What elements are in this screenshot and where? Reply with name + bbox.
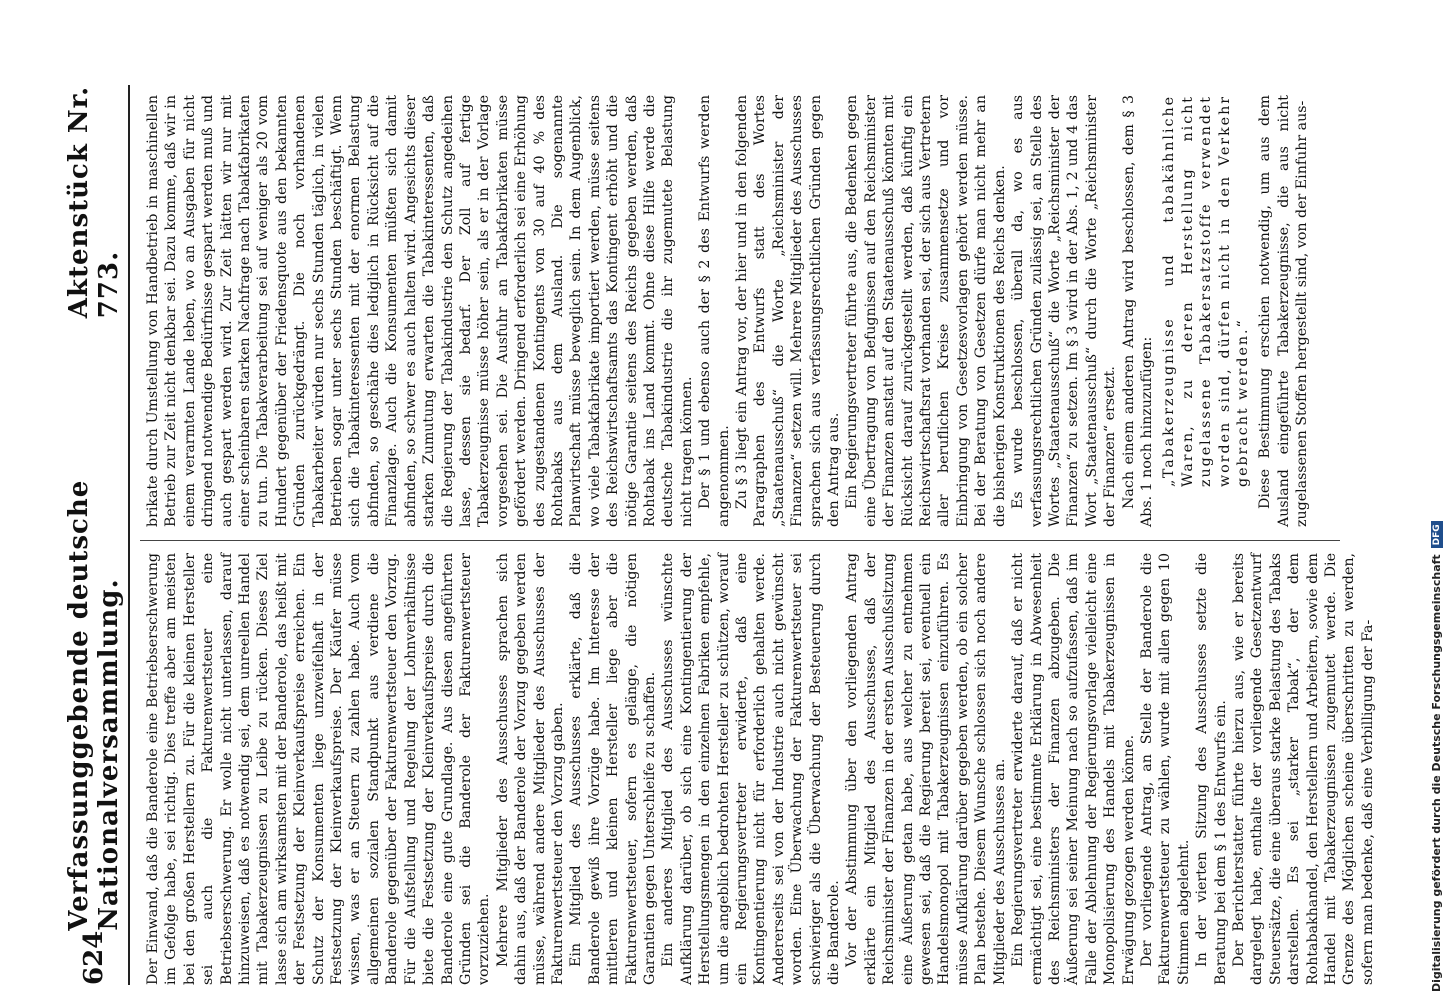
left-text-column [144, 553, 1376, 985]
page-header [60, 85, 130, 985]
paragraph: Ein anderes Mitglied des Ausschusses wünschte Aufklärung darüber, ob sich eine Kontingentierung der Herstellungsmengen in den einzelnen Fabriken empfehle, um die angeblich bedrohten Hersteller zu schützen, worauf ein Regierungsvertreter erwiderte, daß eine Kontingentierung nicht für erforderlich gehalten werde. Andererseits sei von der Industrie auch nicht gewünscht worden. Eine Überwachung der Fakturenwertsteuer sei schwieriger als die Überwachung der Besteuerung durch die Banderole. [660, 553, 843, 985]
paragraph: In der vierten Sitzung des Ausschusses setzte die Beratung bei dem § 1 des Entwurfs ein. [1194, 553, 1229, 985]
digitization-credit: Digitalisierung gefördert durch die Deutsche Forschungsgemeinschaft [1430, 554, 1443, 992]
page-number: 624 [79, 930, 109, 985]
paragraph: Ein Regierungsvertreter führte aus, die Bedenken gegen eine Übertragung von Befugnissen auf den Reichsminister der Finanzen anstatt auf den Staatenausschuß könnten mit Rücksicht darauf zurückgestellt werden, daß künftig ein Reichswirtschaftsrat vorhanden sei, der sich aus Vertretern aller beruflichen Kreise zusammensetze und vor Einbringung von Gesetzesvorlagen gehört werden müsse. Bei der Beratung von Gesetzen dürfe man nicht mehr an die bisherigen Konstruktionen des Reichs denken. [844, 95, 1008, 527]
column-divider [140, 540, 1340, 541]
paragraph: Der Berichterstatter führte hierzu aus, wie er bereits dargelegt habe, enthalte der vorliegende Gesetzentwurf Steuersätze, die eine überaus starke Belastung des Tabaks darstellen. Es sei „starker Tabak“, der dem Rohtabakhandel, den Herstellern und Arbeitern, sowie dem Handel mit Tabakerzeugnissen zugemutet werde. Die Grenze des Möglichen scheine überschritten zu werden, sofern man bedenke, daß eine Verbilligung der Fa- [1230, 553, 1376, 985]
paragraph: Der Einwand, daß die Banderole eine Betriebserschwerung im Gefolge habe, sei richtig. Dies treffe aber am meisten bei den großen Herstellern zu. Für die kleinen Hersteller sei auch die Fakturenwertsteuer eine Betriebserschwerung. Er wolle nicht unterlassen, darauf hinzuweisen, daß es notwendig sei, dem unreellen Handel mit Tabakerzeugnissen zu Leibe zu rücken. Dieses Ziel lasse sich am wirksamsten mit der Banderole, das heißt mit der Festsetzung der Kleinverkaufspreise erreichen. Ein Schutz der Konsumenten liege unzweifelhaft in der Festsetzung der Kleinverkaufspreise. Der Käufer müsse wissen, was er an Steuern zu zahlen habe. Auch vom allgemeinen sozialen Standpunkt aus verdiene die Banderole gegenüber der Fakturenwertsteuer den Vorzug. Für die Aufstellung und Regelung der Lohnverhältnisse biete die Festsetzung der Kleinverkaufspreise durch die Banderole eine gute Grundlage. Aus diesen angeführten Gründen sei die Banderole der Fakturenwertsteuer vorzuziehen. [145, 553, 493, 985]
paragraph: Nach einem anderen Antrag wird beschlossen, dem § 3 Abs. 1 noch hinzuzufügen: [1120, 95, 1155, 527]
document-page [60, 85, 1376, 985]
digitization-note [1412, 0, 1443, 1000]
paragraph: brikate durch Umstellung von Handbetrieb in maschinellen Betrieb zur Zeit nicht denkbar sei. Dazu komme, daß wir in einem verarmten Lande leben, wo an Ausgaben für nicht dringend notwendige Bedürfnisse gespart werden muß und auch gespart werden wird. Zur Zeit hätten wir nur mit einer scheinbaren starken Nachfrage nach Tabakfabrikaten zu tun. Die Tabakverarbeitung sei auf weniger als 20 vom Hundert gegenüber der Friedensquote aus den bekannten Gründen zurückgedrängt. Die noch vorhandenen Tabakarbeiter würden nur sechs Stunden täglich, in vielen Betrieben sogar unter sechs Stunden beschäftigt. Wenn sich die Tabakinteressenten mit der enormen Belastung abfinden, so geschähe dies lediglich in Rücksicht auf die Finanzlage. Auch die Konsumenten müßten sich damit abfinden, so schwer es auch halten wird. Angesichts dieser starken Zumutung erwarten die Tabakinteressenten, daß die Regierung der Tabakindustrie den Schutz angedeihen lasse, dessen sie bedarf. Der Zoll auf fertige Tabakerzeugnisse müsse höher sein, als er in der Vorlage vorgesehen sei. Die Ausfuhr an Tabakfabrikaten müsse gefördert werden. Dringend erforderlich sei eine Erhöhung des zugestandenen Kontingents von 30 auf 40 % des Rohtabaks aus dem Ausland. Die sogenannte Planwirtschaft müsse beweglich sein. In dem Augenblick, wo viele Tabakfabrikate importiert werden, müsse seitens des Reichswirtschaftsamts das Kontingent erhöht und die nötige Garantie seitens des Reichs gegeben werden, daß Rohtabak ins Land kommt. Ohne diese Hilfe werde die deutsche Tabakindustrie die ihr zugemutete Belastung nicht tragen können. [145, 95, 695, 527]
paragraph: Diese Bestimmung erschien notwendig, um aus dem Ausland eingeführte Tabakerzeugnisse, die aus nicht zugelassenen Stoffen hergestellt sind, von der Einfuhr aus- [1257, 95, 1311, 527]
paragraph: „Tabakerzeugnisse und tabakähnliche Waren, zu deren Herstellung nicht zugelassene Tabakersatzstoffe verwendet worden sind, dürfen nicht in den Verkehr gebracht werden.“ [1161, 95, 1251, 487]
dfg-logo: DFG [1431, 521, 1443, 548]
paragraph: Es wurde beschlossen, überall da, wo es aus verfassungsrechtlichen Gründen zulässig sei, an Stelle des Wortes „Staatenausschuß“ die Worte „Reichsminister der Finanzen“ zu setzen. Im § 3 wird in der Abs. 1, 2 und 4 das Wort „Staatenausschuß“ durch die Worte „Reichsminister der Finanzen“ ersetzt. [1010, 95, 1119, 527]
right-text-column [144, 95, 1354, 527]
running-title: Verfassunggebende deutsche Nationalversammlung. [64, 479, 124, 931]
paragraph: Der vorliegende Antrag, an Stelle der Banderole die Fakturenwertsteuer zu wählen, wurde mit allen gegen 10 Stimmen abgelehnt. [1138, 553, 1192, 985]
paragraph: Ein Regierungsvertreter erwiderte darauf, daß er nicht ermächtigt sei, eine bestimmte Erklärung in Abwesenheit des Reichsministers der Finanzen abzugeben. Die Äußerung sei seiner Meinung nach so aufzufassen, daß im Falle der Ablehnung der Regierungsvorlage vielleicht eine Monopolisierung des Handels mit Tabakerzeugnissen in Erwägung gezogen werden könne. [1010, 553, 1137, 985]
document-reference: Aktenstück Nr. 773. [64, 85, 124, 319]
paragraph: Ein Mitglied des Ausschusses erklärte, daß die Banderole gewiß ihre Vorzüge habe. Im Interesse der mittleren und kleinen Hersteller liege aber die Fakturenwertsteuer, sofern es gelänge, die nötigen Garantien gegen Unterschleife zu schaffen. [568, 553, 658, 985]
paragraph: Vor der Abstimmung über den vorliegenden Antrag erklärte ein Mitglied des Ausschusses, daß der Reichsminister der Finanzen in der ersten Ausschußsitzung eine Äußerung getan habe, aus welcher zu entnehmen gewesen sei, daß die Regierung bereit sei, eventuell ein Handelsmonopol mit Tabakerzeugnissen einzuführen. Es müsse Aufklärung darüber gegeben werden, ob ein solcher Plan bestehe. Diesem Wunsche schlossen sich noch andere Mitglieder des Ausschusses an. [844, 553, 1008, 985]
paragraph: Der § 1 und ebenso auch der § 2 des Entwurfs werden angenommen. [697, 95, 732, 527]
paragraph: Zu § 3 liegt ein Antrag vor, der hier und in den folgenden Paragraphen des Entwurfs statt des Wortes „Staatenausschuß“ die Worte „Reichsminister der Finanzen“ setzen will. Mehrere Mitglieder des Ausschusses sprachen sich aus verfassungsrechtlichen Gründen gegen den Antrag aus. [734, 95, 843, 527]
paragraph: Mehrere Mitglieder des Ausschusses sprachen sich dahin aus, daß der Banderole der Vorzug gegeben werden müsse, während andere Mitglieder des Ausschusses der Fakturenwertsteuer den Vorzug gaben. [494, 553, 566, 985]
